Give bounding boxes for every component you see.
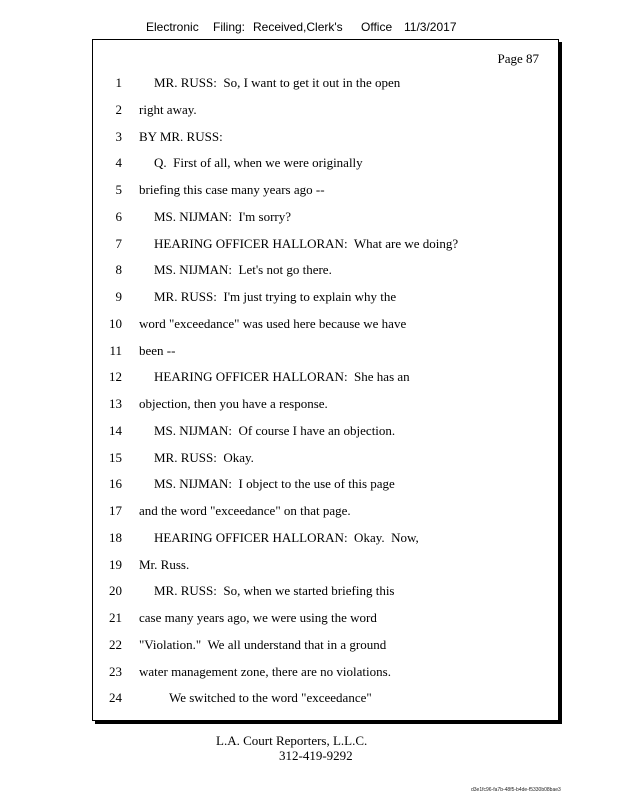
line-text: MR. RUSS: So, I want to get it out in the open (154, 75, 401, 90)
line-number: 18 (109, 529, 122, 545)
line-number: 11 (109, 342, 122, 358)
line-text: MS. NIJMAN: Of course I have an objection. (154, 422, 396, 438)
line-text: Mr. Russ. (139, 556, 190, 572)
line-number: 10 (109, 315, 122, 331)
line-text: MR. RUSS: I'm just trying to explain why the (154, 289, 397, 304)
line-number: 16 (109, 476, 122, 492)
line-number: 22 (109, 636, 122, 652)
line-text: MR. RUSS: So, when we started briefing this (154, 583, 395, 599)
line-text: MR. RUSS: Okay. (154, 449, 254, 465)
filing-word-filing: Filing: (213, 20, 246, 34)
line-text: word "exceedance" was used here because we have (139, 315, 407, 331)
filing-word-office: Office (361, 20, 393, 34)
line-text: water management zone, there are no violations. (139, 663, 391, 679)
line-number: 7 (115, 235, 122, 251)
line-number: 2 (115, 101, 122, 117)
line-number: 24 (109, 690, 122, 706)
line-text: objection, then you have a response. (139, 396, 328, 411)
line-text: HEARING OFFICER HALLORAN: She has an (154, 369, 410, 385)
line-number: 14 (109, 422, 122, 438)
line-text: Q. First of all, when we were originally (154, 155, 363, 171)
page-number: Page 87 (497, 51, 539, 66)
line-number: 5 (115, 182, 122, 197)
line-number: 17 (109, 503, 122, 518)
line-number: 15 (109, 449, 122, 465)
line-number: 19 (109, 556, 122, 572)
line-text: MS. NIJMAN: I object to the use of this page (154, 476, 395, 492)
line-text: BY MR. RUSS: (139, 128, 223, 144)
line-number: 12 (109, 369, 122, 385)
line-number: 20 (109, 583, 122, 599)
electronic-filing-header (0, 20, 618, 36)
line-text: briefing this case many years ago -- (139, 182, 325, 197)
line-text: "Violation." We all understand that in a ground (139, 636, 387, 652)
line-text: MS. NIJMAN: I'm sorry? (154, 208, 292, 224)
line-text: and the word "exceedance" on that page. (139, 503, 351, 518)
filing-word-received-clerks: Received,Clerk's (253, 20, 343, 34)
transcript-page (92, 39, 559, 721)
line-number: 4 (115, 155, 122, 171)
line-number: 3 (115, 128, 122, 144)
line-number: 9 (115, 289, 122, 304)
line-text: MS. NIJMAN: Let's not go there. (154, 262, 332, 278)
line-number: 8 (115, 262, 122, 278)
line-number: 23 (109, 663, 122, 679)
line-text: HEARING OFFICER HALLORAN: What are we doing? (154, 235, 459, 251)
filing-word-electronic: Electronic (146, 20, 199, 34)
footer-phone: 312-419-9292 (279, 748, 353, 763)
document-hash: d3e1fc96-fa7b-48f5-b4de-f5330b08bae3 (471, 787, 561, 793)
line-text: been -- (139, 342, 176, 358)
line-number: 21 (109, 610, 122, 625)
line-text: HEARING OFFICER HALLORAN: Okay. Now, (154, 529, 419, 545)
footer-company: L.A. Court Reporters, L.L.C. (216, 733, 368, 748)
filing-date: 11/3/2017 (404, 20, 457, 34)
line-text: case many years ago, we were using the word (139, 610, 377, 625)
line-text: right away. (139, 101, 197, 117)
line-number: 6 (115, 208, 122, 224)
line-number: 1 (115, 75, 122, 90)
line-number: 13 (109, 396, 122, 411)
line-text: We switched to the word "exceedance" (169, 690, 372, 706)
